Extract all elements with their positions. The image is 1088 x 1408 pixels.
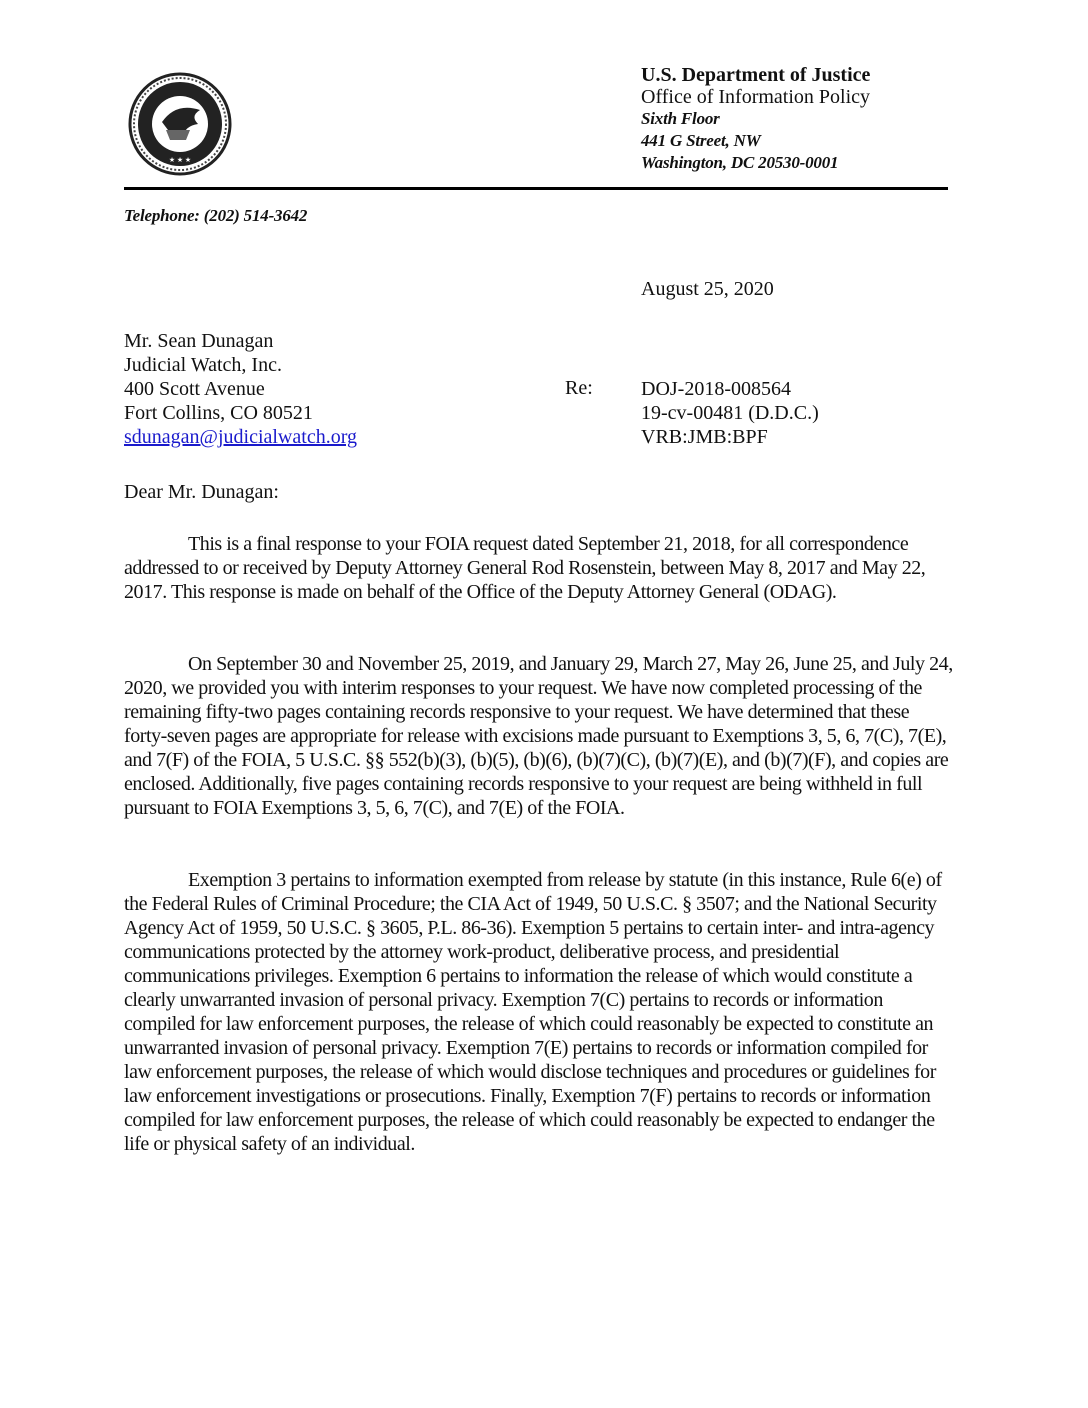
recipient-name: Mr. Sean Dunagan (124, 330, 274, 352)
address-line: Washington, DC 20530-0001 (641, 153, 839, 172)
office-name: Office of Information Policy (641, 86, 871, 108)
recipient-city: Fort Collins, CO 80521 (124, 402, 313, 424)
body-paragraph (124, 532, 954, 604)
doj-seal-icon (128, 72, 232, 176)
department-name: U.S. Department of Justice (641, 64, 871, 86)
recipient-street: 400 Scott Avenue (124, 378, 265, 400)
letter-date: August 25, 2020 (641, 278, 774, 300)
body-paragraph (124, 868, 954, 1156)
recipient-email-link[interactable]: sdunagan@judicialwatch.org (124, 426, 357, 448)
paragraph-text: On September 30 and November 25, 2019, and January 29, March 27, May 26, June 25, and July 24, 2020, we provided you with interim responses to your request. We have now completed processing of the remaining fifty-two pages containing records responsive to your request. We have determined that these forty-seven pages are appropriate for release with excisions made pursuant to Exemptions 3, 5, 6, 7(C), 7(E), and 7(F) of the FOIA, 5 U.S.C. §§ 552(b)(3), (b)(5), (b)(6), (b)(7)(C), (b)(7)(E), and (b)(7)(F), and copies are enclosed. Additionally, five pages containing records responsive to your request are being withheld in full pursuant to FOIA Exemptions 3, 5, 6, 7(C), and 7(E) of the FOIA. (124, 653, 953, 819)
reference-label: Re: (565, 377, 593, 399)
body-paragraph (124, 652, 954, 820)
header-divider (124, 187, 948, 190)
telephone: Telephone: (202) 514-3642 (124, 206, 308, 225)
letterhead (641, 64, 870, 174)
request-number: DOJ-2018-008564 (641, 378, 791, 400)
recipient-organization: Judicial Watch, Inc. (124, 354, 282, 376)
address-line: Sixth Floor (641, 109, 720, 128)
salutation: Dear Mr. Dunagan: (124, 481, 279, 503)
initials: VRB:JMB:BPF (641, 426, 768, 448)
paragraph-text: Exemption 3 pertains to information exempted from release by statute (in this instance, Rule 6(e) of the Federal Rules of Criminal Procedure; the CIA Act of 1949, 50 U.S.C. § 3507; and the National Security Agency Act of 1959, 50 U.S.C. § 3605, P.L. 86-36). Exemption 5 pertains to certain inter- and intra-agency communications protected by the attorney work-product, deliberative process, and presidential communications privileges. Exemption 6 pertains to information the release of which would constitute a clearly unwarranted invasion of personal privacy. Exemption 7(C) pertains to records or information compiled for law enforcement purposes, the release of which could reasonably be expected to constitute an unwarranted invasion of personal privacy. Exemption 7(E) pertains to records or information compiled for law enforcement purposes, the release of which would disclose techniques and procedures or guidelines for law enforcement investigations or prosecutions. Finally, Exemption 7(F) pertains to records or information compiled for law enforcement purposes, the release of which could reasonably be expected to endanger the life or physical safety of an individual. (124, 869, 942, 1155)
paragraph-text: This is a final response to your FOIA request dated September 21, 2018, for all correspondence addressed to or received by Deputy Attorney General Rod Rosenstein, between May 8, 2017 and May 22, 2017. This response is made on behalf of the Office of the Deputy Attorney General (ODAG). (124, 533, 926, 603)
case-number: 19-cv-00481 (D.D.C.) (641, 402, 819, 424)
svg-text:★ ★ ★: ★ ★ ★ (168, 156, 192, 164)
reference-block (641, 377, 819, 449)
recipient-address (124, 329, 357, 449)
address-line: 441 G Street, NW (641, 131, 761, 150)
